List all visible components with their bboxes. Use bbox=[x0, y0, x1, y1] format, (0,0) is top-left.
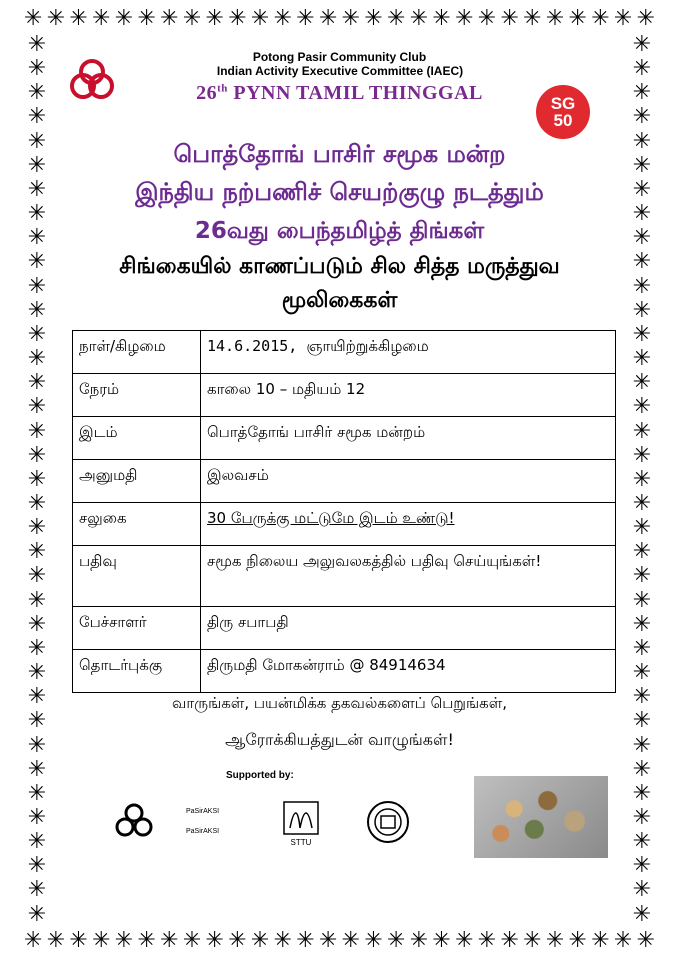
row-value: திருமதி மோகன்ராம் @ 84914634 bbox=[201, 650, 616, 693]
table-row bbox=[73, 374, 616, 417]
border-star-icon: ✳ bbox=[387, 6, 406, 31]
closing-line2: ஆரோக்கியத்துடன் வாழுங்கள்! bbox=[225, 730, 454, 749]
top-star-border bbox=[0, 4, 679, 34]
pasir-aksi-text-bottom: PaSirAKSI bbox=[186, 828, 220, 835]
border-star-icon: ✳ bbox=[27, 466, 47, 492]
border-star-icon: ✳ bbox=[27, 660, 47, 686]
border-star-icon: ✳ bbox=[613, 928, 633, 953]
border-star-icon: ✳ bbox=[27, 901, 47, 927]
border-star-icon: ✳ bbox=[27, 201, 47, 227]
row-value: திரு சபாபதி bbox=[201, 607, 616, 650]
border-star-icon: ✳ bbox=[318, 928, 338, 953]
border-star-icon: ✳ bbox=[632, 32, 652, 57]
tamil-title-line1: பொத்தோங் பாசிர் சமூக மன்ற bbox=[173, 140, 506, 168]
border-star-icon: ✳ bbox=[27, 321, 47, 347]
sg50-text-bottom: 50 bbox=[553, 111, 573, 130]
border-star-icon: ✳ bbox=[27, 297, 47, 323]
border-star-icon: ✳ bbox=[632, 80, 652, 106]
topic-line2: மூலிகைகள் bbox=[281, 288, 398, 313]
border-star-icon: ✳ bbox=[568, 928, 587, 953]
border-star-icon: ✳ bbox=[364, 6, 383, 31]
border-star-icon: ✳ bbox=[341, 6, 361, 31]
border-star-icon: ✳ bbox=[27, 346, 47, 372]
border-star-icon: ✳ bbox=[632, 176, 652, 202]
border-star-icon: ✳ bbox=[632, 684, 652, 710]
border-star-icon: ✳ bbox=[632, 104, 652, 130]
row-value: பொத்தோங் பாசிர் சமூக மன்றம் bbox=[201, 417, 616, 460]
event-details-table bbox=[72, 330, 616, 693]
border-star-icon: ✳ bbox=[27, 249, 47, 275]
border-star-icon: ✳ bbox=[27, 756, 47, 782]
border-star-icon: ✳ bbox=[632, 128, 652, 154]
border-star-icon: ✳ bbox=[273, 6, 292, 31]
row-value: சமூக நிலைய அலுவலகத்தில் பதிவு செய்யுங்கள்! bbox=[201, 546, 616, 607]
border-star-icon: ✳ bbox=[27, 442, 47, 468]
border-star-icon: ✳ bbox=[632, 321, 652, 347]
border-star-icon: ✳ bbox=[92, 6, 111, 31]
border-star-icon: ✳ bbox=[591, 6, 610, 31]
border-star-icon: ✳ bbox=[632, 539, 652, 565]
border-star-icon: ✳ bbox=[632, 660, 652, 686]
table-row bbox=[73, 546, 616, 607]
row-label: நேரம் bbox=[73, 374, 201, 417]
tamil-title-line3: 26வது பைந்தமிழ்த் திங்கள் bbox=[194, 218, 485, 244]
border-star-icon: ✳ bbox=[46, 6, 66, 31]
border-star-icon: ✳ bbox=[636, 6, 655, 31]
border-star-icon: ✳ bbox=[632, 297, 652, 323]
row-value: காலை 10 – மதியம் 12 bbox=[201, 374, 616, 417]
border-star-icon: ✳ bbox=[632, 829, 652, 855]
border-star-icon: ✳ bbox=[632, 201, 652, 227]
border-star-icon: ✳ bbox=[92, 928, 111, 953]
row-label: நாள்/கிழமை bbox=[73, 331, 201, 374]
border-star-icon: ✳ bbox=[205, 6, 224, 31]
closing-line1: வாருங்கள், பயன்மிக்க தகவல்களைப் பெறுங்கள், bbox=[171, 694, 508, 712]
pasir-aksi-logo bbox=[186, 806, 232, 840]
border-star-icon: ✳ bbox=[632, 394, 652, 420]
border-star-icon: ✳ bbox=[27, 563, 47, 589]
border-star-icon: ✳ bbox=[318, 6, 338, 31]
border-star-icon: ✳ bbox=[523, 6, 542, 31]
border-star-icon: ✳ bbox=[27, 635, 47, 661]
supported-by-label: Supported by: bbox=[226, 770, 294, 781]
border-star-icon: ✳ bbox=[632, 635, 652, 661]
border-star-icon: ✳ bbox=[27, 708, 47, 734]
border-star-icon: ✳ bbox=[632, 853, 652, 879]
row-value: 14.6.2015, ஞாயிற்றுக்கிழமை bbox=[201, 331, 616, 374]
border-star-icon: ✳ bbox=[27, 394, 47, 420]
table-row bbox=[73, 331, 616, 374]
border-star-icon: ✳ bbox=[632, 273, 652, 299]
border-star-icon: ✳ bbox=[137, 6, 156, 31]
border-star-icon: ✳ bbox=[27, 56, 47, 82]
border-star-icon: ✳ bbox=[632, 152, 652, 178]
org-name: Potong Pasir Community Club bbox=[252, 50, 427, 64]
border-star-icon: ✳ bbox=[591, 928, 610, 953]
border-star-icon: ✳ bbox=[27, 104, 47, 130]
seal-emblem-icon bbox=[366, 800, 410, 844]
border-star-icon: ✳ bbox=[27, 805, 47, 830]
border-star-icon: ✳ bbox=[636, 928, 655, 953]
herbs-photo bbox=[474, 776, 608, 858]
border-star-icon: ✳ bbox=[632, 466, 652, 492]
border-star-icon: ✳ bbox=[24, 6, 43, 31]
border-star-icon: ✳ bbox=[568, 6, 587, 31]
border-star-icon: ✳ bbox=[296, 6, 315, 31]
border-star-icon: ✳ bbox=[632, 249, 652, 275]
event-name: PYNN TAMIL THINGGAL bbox=[233, 82, 483, 104]
border-star-icon: ✳ bbox=[27, 780, 47, 806]
sg50-text-top: SG bbox=[550, 94, 576, 113]
border-star-icon: ✳ bbox=[27, 490, 47, 516]
bottom-star-border bbox=[0, 926, 679, 956]
row-label: தொடர்புக்கு bbox=[73, 650, 201, 693]
border-star-icon: ✳ bbox=[205, 928, 224, 953]
border-star-icon: ✳ bbox=[632, 587, 652, 613]
sttu-label: STTU bbox=[290, 838, 312, 847]
border-star-icon: ✳ bbox=[632, 418, 652, 444]
border-star-icon: ✳ bbox=[432, 6, 451, 31]
border-star-icon: ✳ bbox=[27, 370, 47, 396]
border-star-icon: ✳ bbox=[632, 225, 652, 251]
border-star-icon: ✳ bbox=[632, 56, 652, 82]
row-label: பதிவு bbox=[73, 546, 201, 607]
border-star-icon: ✳ bbox=[27, 539, 47, 565]
border-star-icon: ✳ bbox=[27, 829, 47, 855]
border-star-icon: ✳ bbox=[523, 928, 542, 953]
border-star-icon: ✳ bbox=[24, 928, 43, 953]
table-row bbox=[73, 460, 616, 503]
border-star-icon: ✳ bbox=[364, 928, 383, 953]
border-star-icon: ✳ bbox=[137, 928, 156, 953]
border-star-icon: ✳ bbox=[455, 928, 474, 953]
border-star-icon: ✳ bbox=[341, 928, 361, 953]
topic-line1: சிங்கையில் காணப்படும் சில சித்த மருத்துவ bbox=[119, 254, 560, 279]
border-star-icon: ✳ bbox=[632, 756, 652, 782]
sttu-logo bbox=[280, 800, 322, 848]
border-star-icon: ✳ bbox=[27, 32, 47, 57]
border-star-icon: ✳ bbox=[632, 877, 652, 903]
border-star-icon: ✳ bbox=[27, 418, 47, 444]
border-star-icon: ✳ bbox=[160, 928, 179, 953]
pasir-aksi-text-top: PaSirAKSI bbox=[186, 808, 220, 815]
border-star-icon: ✳ bbox=[296, 928, 315, 953]
border-star-icon: ✳ bbox=[632, 515, 652, 541]
border-star-icon: ✳ bbox=[545, 928, 565, 953]
table-row bbox=[73, 503, 616, 546]
border-star-icon: ✳ bbox=[632, 611, 652, 637]
border-star-icon: ✳ bbox=[182, 928, 202, 953]
border-star-icon: ✳ bbox=[632, 901, 652, 927]
border-star-icon: ✳ bbox=[455, 6, 474, 31]
row-label: பேச்சாளர் bbox=[73, 607, 201, 650]
border-star-icon: ✳ bbox=[632, 370, 652, 396]
border-star-icon: ✳ bbox=[250, 6, 270, 31]
border-star-icon: ✳ bbox=[27, 611, 47, 637]
row-label: சலுகை bbox=[73, 503, 201, 546]
sg50-logo-icon bbox=[536, 85, 590, 139]
border-star-icon: ✳ bbox=[27, 273, 47, 299]
border-star-icon: ✳ bbox=[27, 684, 47, 710]
border-star-icon: ✳ bbox=[27, 80, 47, 106]
border-star-icon: ✳ bbox=[500, 928, 519, 953]
border-star-icon: ✳ bbox=[273, 928, 292, 953]
pa-people-logo-icon bbox=[114, 802, 154, 840]
border-star-icon: ✳ bbox=[632, 563, 652, 589]
border-star-icon: ✳ bbox=[27, 877, 47, 903]
row-label: இடம் bbox=[73, 417, 201, 460]
border-star-icon: ✳ bbox=[632, 708, 652, 734]
row-value: 30 பேருக்கு மட்டுமே இடம் உண்டு! bbox=[201, 503, 616, 546]
border-star-icon: ✳ bbox=[228, 928, 247, 953]
event-number-suffix: th bbox=[217, 82, 228, 95]
border-star-icon: ✳ bbox=[477, 928, 497, 953]
row-value: இலவசம் bbox=[201, 460, 616, 503]
border-star-icon: ✳ bbox=[432, 928, 451, 953]
committee-name: Indian Activity Executive Committee (IAEC) bbox=[216, 64, 464, 78]
table-row bbox=[73, 417, 616, 460]
border-star-icon: ✳ bbox=[46, 928, 66, 953]
table-row bbox=[73, 650, 616, 693]
border-star-icon: ✳ bbox=[632, 346, 652, 372]
border-star-icon: ✳ bbox=[27, 587, 47, 613]
border-star-icon: ✳ bbox=[409, 6, 429, 31]
border-star-icon: ✳ bbox=[477, 6, 497, 31]
table-row bbox=[73, 607, 616, 650]
row-label: அனுமதி bbox=[73, 460, 201, 503]
border-star-icon: ✳ bbox=[27, 152, 47, 178]
border-star-icon: ✳ bbox=[114, 928, 134, 953]
border-star-icon: ✳ bbox=[387, 928, 406, 953]
sttu-emblem-icon bbox=[280, 800, 322, 836]
border-star-icon: ✳ bbox=[27, 128, 47, 154]
border-star-icon: ✳ bbox=[27, 515, 47, 541]
event-number: 26 bbox=[196, 82, 218, 104]
border-star-icon: ✳ bbox=[500, 6, 519, 31]
border-star-icon: ✳ bbox=[545, 6, 565, 31]
border-star-icon: ✳ bbox=[69, 6, 88, 31]
border-star-icon: ✳ bbox=[27, 732, 47, 758]
border-star-icon: ✳ bbox=[114, 6, 134, 31]
border-star-icon: ✳ bbox=[632, 442, 652, 468]
border-star-icon: ✳ bbox=[613, 6, 633, 31]
border-star-icon: ✳ bbox=[69, 928, 88, 953]
border-star-icon: ✳ bbox=[228, 6, 247, 31]
border-star-icon: ✳ bbox=[27, 853, 47, 879]
border-star-icon: ✳ bbox=[250, 928, 270, 953]
border-star-icon: ✳ bbox=[632, 780, 652, 806]
border-star-icon: ✳ bbox=[27, 176, 47, 202]
border-star-icon: ✳ bbox=[632, 490, 652, 516]
border-star-icon: ✳ bbox=[632, 805, 652, 830]
border-star-icon: ✳ bbox=[182, 6, 202, 31]
border-star-icon: ✳ bbox=[160, 6, 179, 31]
border-star-icon: ✳ bbox=[409, 928, 429, 953]
border-star-icon: ✳ bbox=[632, 732, 652, 758]
tamil-title-line2: இந்திய நற்பணிச் செயற்குழு நடத்தும் bbox=[135, 178, 544, 206]
border-star-icon: ✳ bbox=[27, 225, 47, 251]
